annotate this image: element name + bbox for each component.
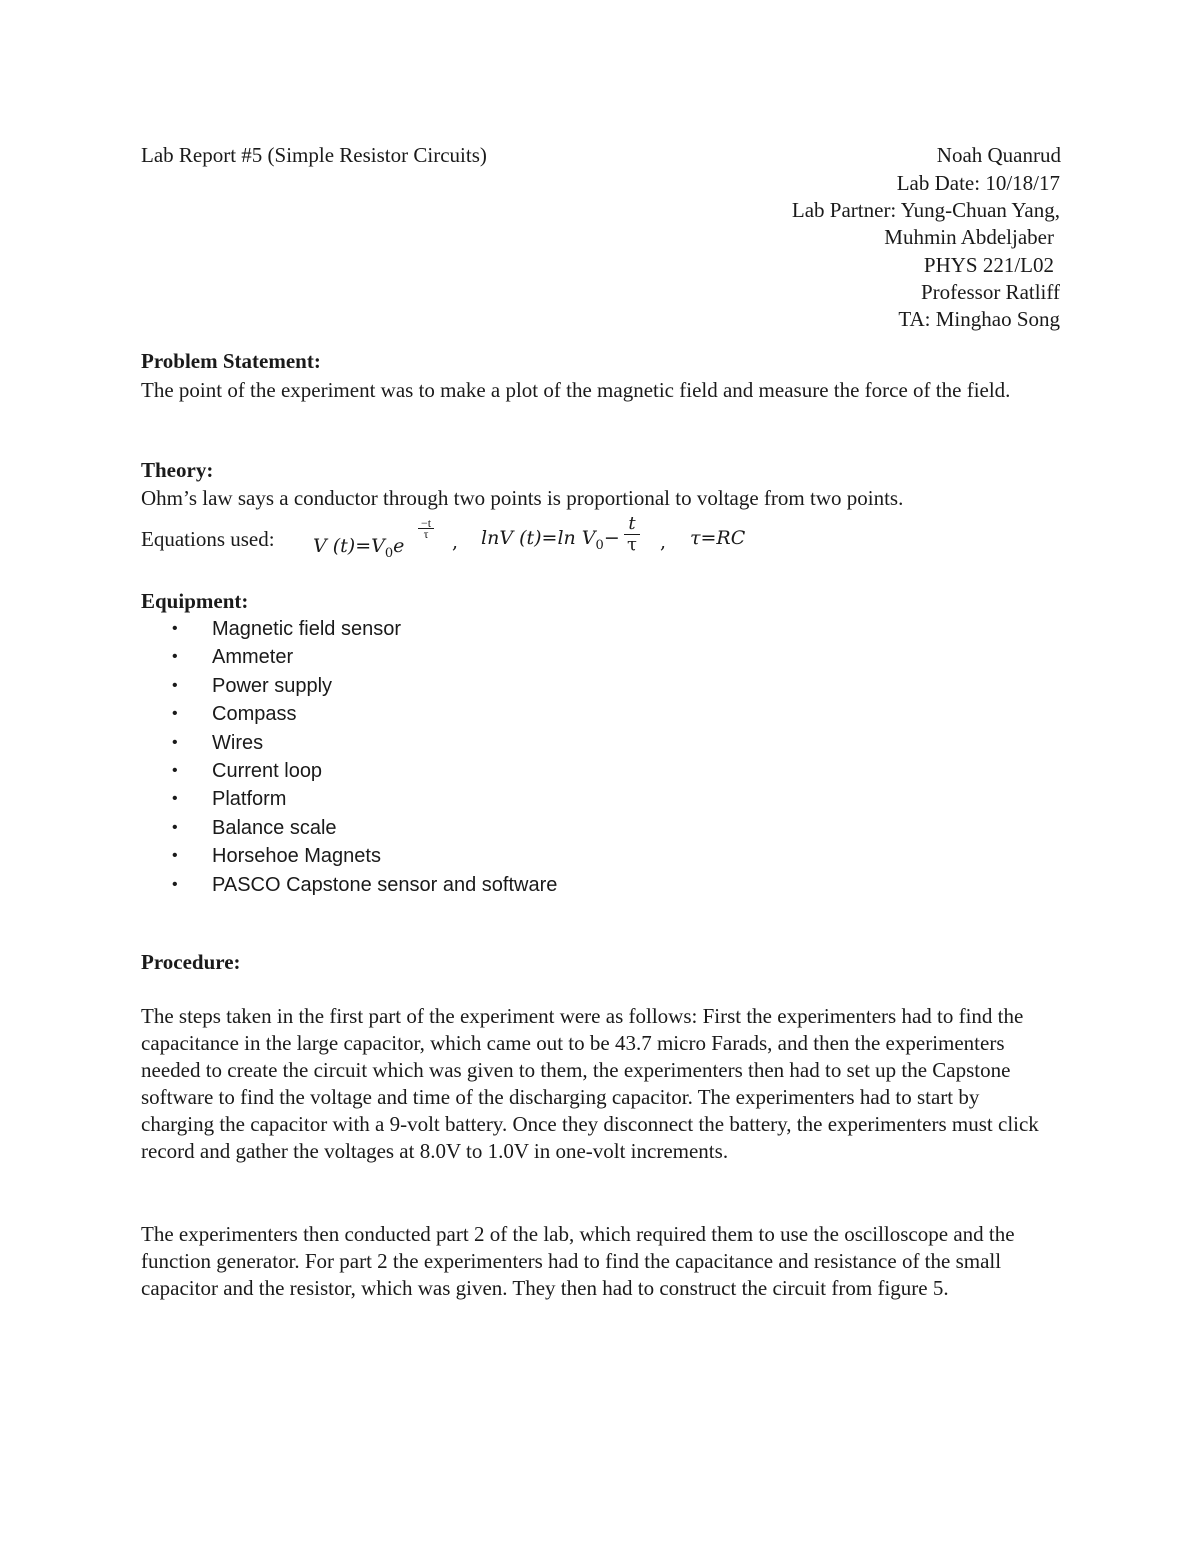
eq1-exponent [418, 518, 434, 539]
equipment-item: Ammeter [212, 646, 294, 669]
bullet-icon: • [172, 761, 178, 779]
eq1-base: e [393, 535, 405, 557]
title-row [141, 143, 1061, 171]
bullet-icon: • [172, 676, 178, 694]
eq2-numerator: t [628, 513, 636, 534]
procedure-paragraph-2: The experimenters then conducted part 2 of the lab, which required them to use the oscilloscope and the function generator. For part 2 the experimenters had to find the capacitance and resistance of the small capacitor and the resistor, which was given. They then had to construct the circuit from figure 5. [141, 1222, 1015, 1300]
problem-statement-heading: Problem Statement: [141, 349, 321, 373]
eq1-subscript: 0 [384, 546, 394, 561]
equipment-item: Compass [212, 703, 297, 726]
procedure-paragraph-1-block [141, 1003, 1056, 1165]
bullet-icon: • [172, 620, 178, 637]
eq1-exp-numerator: −t [418, 518, 434, 529]
bullet-icon: • [172, 818, 178, 836]
eq2-subscript: 0 [595, 538, 604, 553]
equipment-item: Balance scale [212, 816, 337, 839]
problem-statement-text [141, 377, 1056, 404]
equations-row [141, 513, 901, 567]
eq1-lhs: V (t)=V [313, 535, 385, 557]
eq2-minus: − [603, 527, 620, 549]
procedure-paragraph-2-block [141, 1221, 1056, 1302]
theory-text [141, 485, 1056, 512]
ta-name: TA: Minghao Song [898, 307, 1060, 332]
equation-1 [313, 535, 405, 561]
bullet-icon: • [172, 648, 178, 666]
professor-name: Professor Ratliff [920, 279, 1060, 304]
course-code: PHYS 221/L02 [923, 252, 1054, 277]
author-name: Noah Quanrud [936, 143, 1061, 167]
bullet-icon: • [172, 733, 178, 751]
equipment-heading: Equipment: [141, 589, 249, 613]
equipment-item: Platform [212, 788, 287, 811]
bullet-icon: • [172, 705, 178, 723]
lab-partner-line-1: Lab Partner: Yung-Chuan Yang, [791, 198, 1060, 223]
bullet-icon: • [172, 847, 178, 865]
equipment-item: PASCO Capstone sensor and software [212, 873, 558, 896]
report-title: Lab Report #5 (Simple Resistor Circuits) [141, 143, 487, 167]
procedure-paragraph-1: The steps taken in the first part of the experiment were as follows: First the experimenters had to find the capacitance in the large capacitor, which came out to be 43.7 micro Farads, and then the experimenters needed to create the circuit which was given to them, the experimenters then had to set up the Capstone software to find the voltage and time of the discharging capacitor. The experimenters had to start by charging the capacitor with a 9-volt battery. Once they disconnect the battery, the experimenters must click record and gather the voltages at 8.0V to 1.0V in one-volt increments. [141, 1004, 1039, 1163]
equation-2 [481, 527, 620, 553]
problem-statement-paragraph: The point of the experiment was to make a plot of the magnetic field and measure the force of the field. [141, 378, 1011, 402]
bullet-icon: • [172, 875, 178, 893]
equations-label: Equations used: [141, 527, 275, 551]
theory-paragraph: Ohm’s law says a conductor through two points is proportional to voltage from two points. [141, 486, 904, 510]
eq1-exp-denominator: τ [423, 527, 429, 541]
bullet-icon: • [172, 790, 178, 808]
header-info [792, 170, 1060, 333]
eq-separator-1: , [452, 531, 459, 553]
eq2-fraction [624, 514, 640, 555]
eq2-lhs: lnV (t)=ln V [481, 527, 596, 549]
equipment-item: Horsehoe Magnets [212, 845, 381, 868]
equipment-item: Current loop [212, 759, 323, 782]
procedure-heading: Procedure: [141, 950, 241, 974]
equation-3: τ=RC [690, 527, 746, 549]
lab-date: Lab Date: 10/18/17 [896, 171, 1060, 195]
eq2-denominator: τ [624, 534, 640, 555]
lab-partner-line-2: Muhmin Abdeljaber [884, 225, 1054, 250]
theory-heading: Theory: [141, 458, 214, 482]
equipment-item: Magnetic field sensor [212, 618, 401, 640]
equipment-item: Power supply [212, 674, 333, 697]
eq-separator-2: , [660, 531, 667, 553]
equipment-item: Wires [212, 731, 264, 754]
